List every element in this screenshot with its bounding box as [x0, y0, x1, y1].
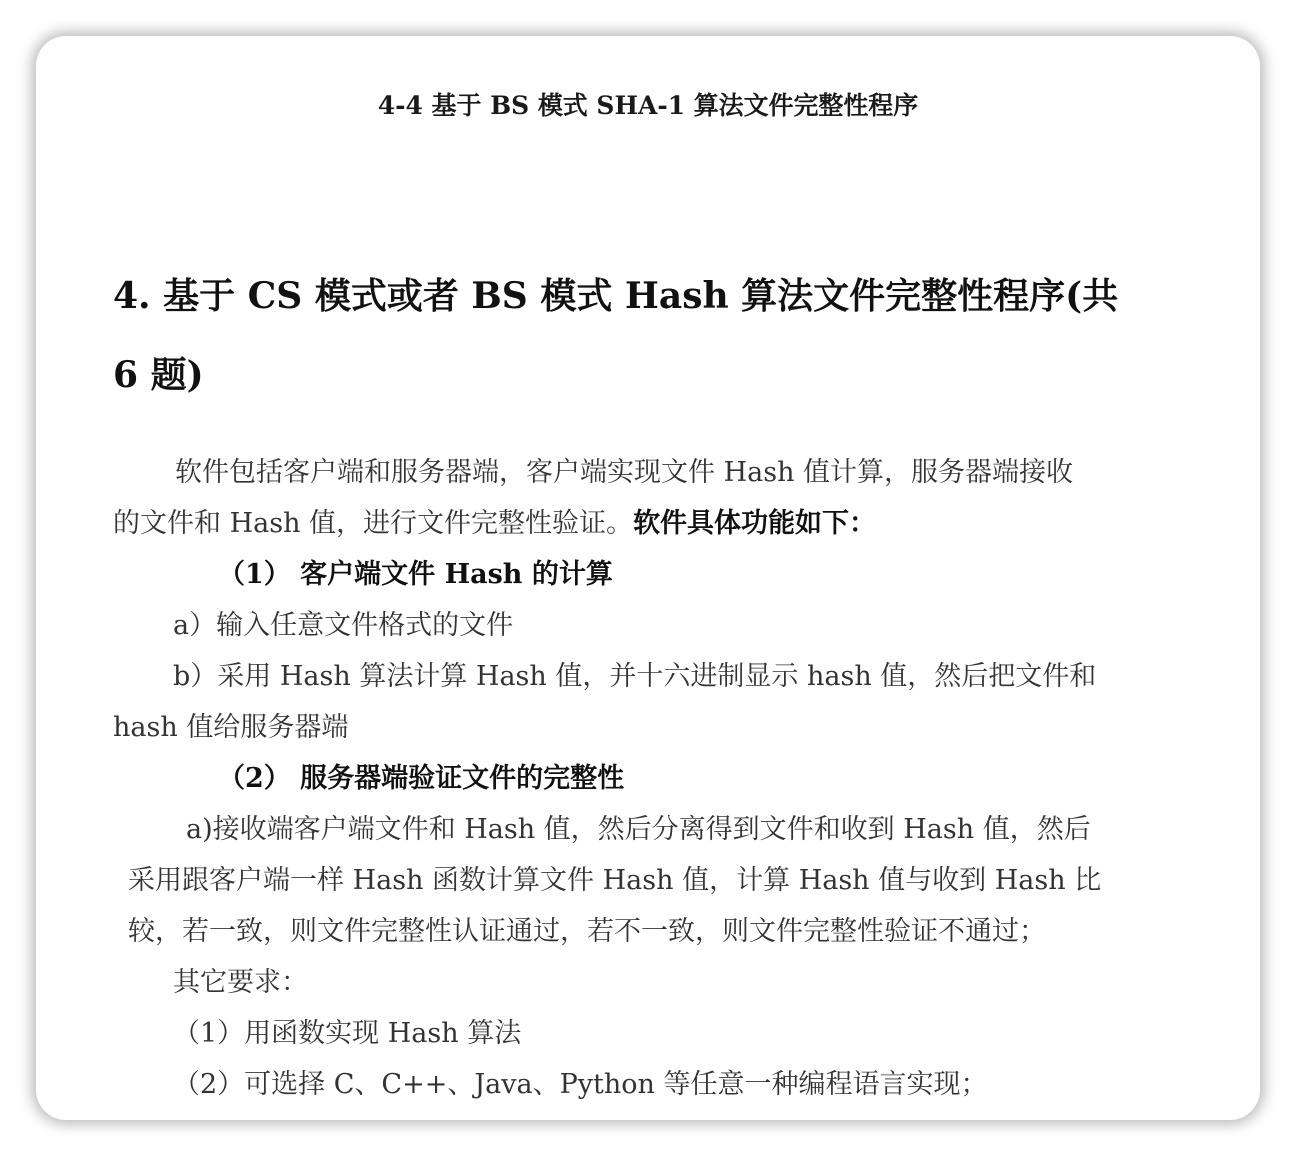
part1-item-a: a）输入任意文件格式的文件	[173, 610, 514, 641]
part1-item-b-line2: hash 值给服务器端	[113, 712, 349, 743]
part2-item-a-line1: a)接收端客户端文件和 Hash 值，然后分离得到文件和收到 Hash 值，然后	[186, 814, 1091, 845]
section-heading-line1: 4. 基于 CS 模式或者 BS 模式 Hash 算法文件完整性程序(共	[113, 275, 1119, 317]
part2-item-a-line3: 较，若一致，则文件完整性认证通过，若不一致，则文件完整性验证不通过；	[128, 916, 1046, 947]
other-requirements-label: 其它要求：	[173, 967, 308, 998]
intro-line2-text: 的文件和 Hash 值，进行文件完整性验证。	[113, 508, 634, 539]
part2-heading: （2） 服务器端验证文件的完整性	[218, 763, 625, 794]
document-page	[36, 36, 1260, 1120]
part1-item-b-line1: b）采用 Hash 算法计算 Hash 值，并十六进制显示 hash 值，然后把文件和	[173, 661, 1097, 692]
intro-line2	[113, 507, 876, 541]
intro-line1: 软件包括客户端和服务器端，客户端实现文件 Hash 值计算，服务器端接收	[175, 457, 1074, 488]
intro-features-label: 软件具体功能如下：	[633, 508, 877, 539]
part2-item-a-line2: 采用跟客户端一样 Hash 函数计算文件 Hash 值，计算 Hash 值与收到 Hash 比	[128, 865, 1102, 896]
requirement-2: （2）可选择 C、C++、Java、Python 等任意一种编程语言实现；	[173, 1069, 988, 1100]
section-heading-line2: 6 题)	[113, 354, 204, 396]
requirement-1: （1）用函数实现 Hash 算法	[173, 1018, 522, 1049]
part1-heading: （1） 客户端文件 Hash 的计算	[218, 559, 613, 590]
doc-title: 4-4 基于 BS 模式 SHA-1 算法文件完整性程序	[377, 91, 919, 120]
